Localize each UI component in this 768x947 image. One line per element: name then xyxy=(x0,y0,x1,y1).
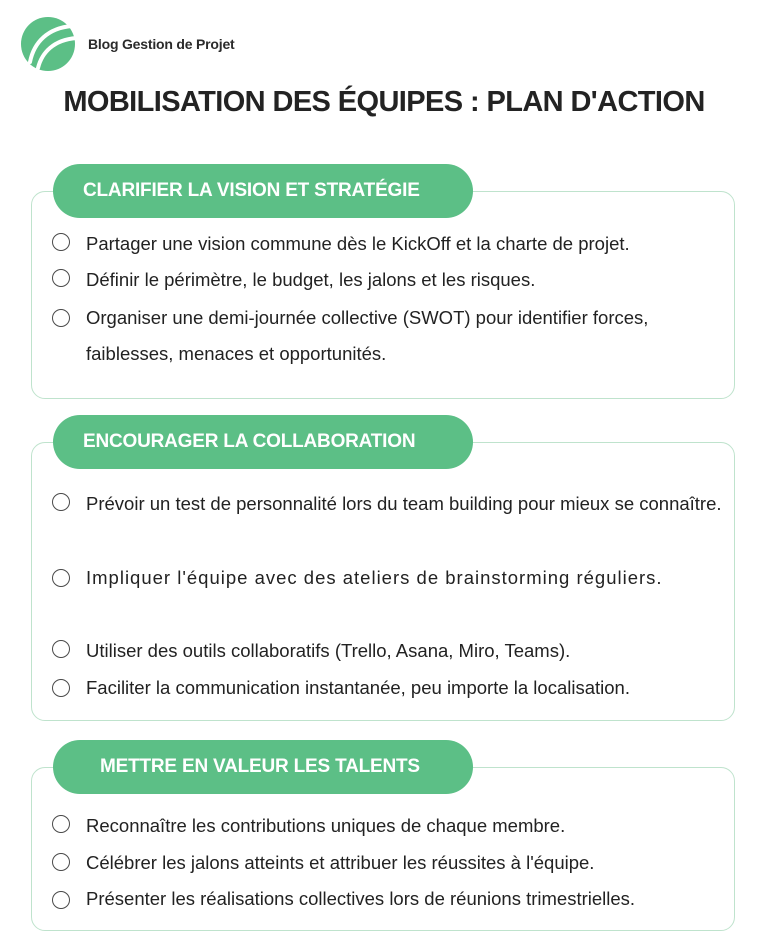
checklist-item-text: Reconnaître les contributions uniques de chaque membre. xyxy=(86,815,566,836)
checkbox-circle-icon[interactable] xyxy=(52,853,70,871)
checkbox-circle-icon[interactable] xyxy=(52,233,70,251)
brand-logo xyxy=(20,16,235,72)
checklist-item-text: Faciliter la communication instantanée, peu importe la localisation. xyxy=(86,677,630,698)
checklist-item-text: Partager une vision commune dès le KickOff et la charte de projet. xyxy=(86,233,630,254)
checkbox-circle-icon[interactable] xyxy=(52,569,70,587)
checklist-item xyxy=(52,808,724,844)
checklist-item-text: Organiser une demi-journée collective (SWOT) pour identifier forces, faiblesses, menaces et opportunités. xyxy=(86,307,649,364)
checklist-item xyxy=(52,262,724,298)
checklist-item xyxy=(52,845,724,881)
checklist-item-text: Utiliser des outils collaboratifs (Trello, Asana, Miro, Teams). xyxy=(86,640,571,661)
section-header-collaboration: ENCOURAGER LA COLLABORATION xyxy=(53,415,473,469)
checklist-item xyxy=(52,226,724,262)
checklist-item-text: Prévoir un test de personnalité lors du team building pour mieux se connaître. xyxy=(86,493,722,514)
checkbox-circle-icon[interactable] xyxy=(52,493,70,511)
checkbox-circle-icon[interactable] xyxy=(52,269,70,287)
checklist-item-text: Présenter les réalisations collectives lors de réunions trimestrielles. xyxy=(86,888,636,909)
brand-name: Blog Gestion de Projet xyxy=(88,36,235,52)
checklist-item xyxy=(52,633,724,669)
checklist-item xyxy=(52,881,724,917)
checklist-item-text: Définir le périmètre, le budget, les jalons et les risques. xyxy=(86,269,536,290)
section-header-talents: METTRE EN VALEUR LES TALENTS xyxy=(53,740,473,794)
checkbox-circle-icon[interactable] xyxy=(52,679,70,697)
leaf-logo-icon xyxy=(20,16,80,72)
section-header-vision: CLARIFIER LA VISION ET STRATÉGIE xyxy=(53,164,473,218)
checklist-item-text: Impliquer l'équipe avec des ateliers de brainstorming réguliers. xyxy=(86,567,663,588)
page-title: MOBILISATION DES ÉQUIPES : PLAN D'ACTION xyxy=(63,86,705,118)
checklist-item xyxy=(52,486,724,558)
checkbox-circle-icon[interactable] xyxy=(52,891,70,909)
checklist-item xyxy=(52,300,724,372)
checklist-item xyxy=(52,670,724,706)
checkbox-circle-icon[interactable] xyxy=(52,309,70,327)
checkbox-circle-icon[interactable] xyxy=(52,640,70,658)
checkbox-circle-icon[interactable] xyxy=(52,815,70,833)
checklist-item xyxy=(52,560,724,632)
checklist-item-text: Célébrer les jalons atteints et attribuer les réussites à l'équipe. xyxy=(86,852,595,873)
